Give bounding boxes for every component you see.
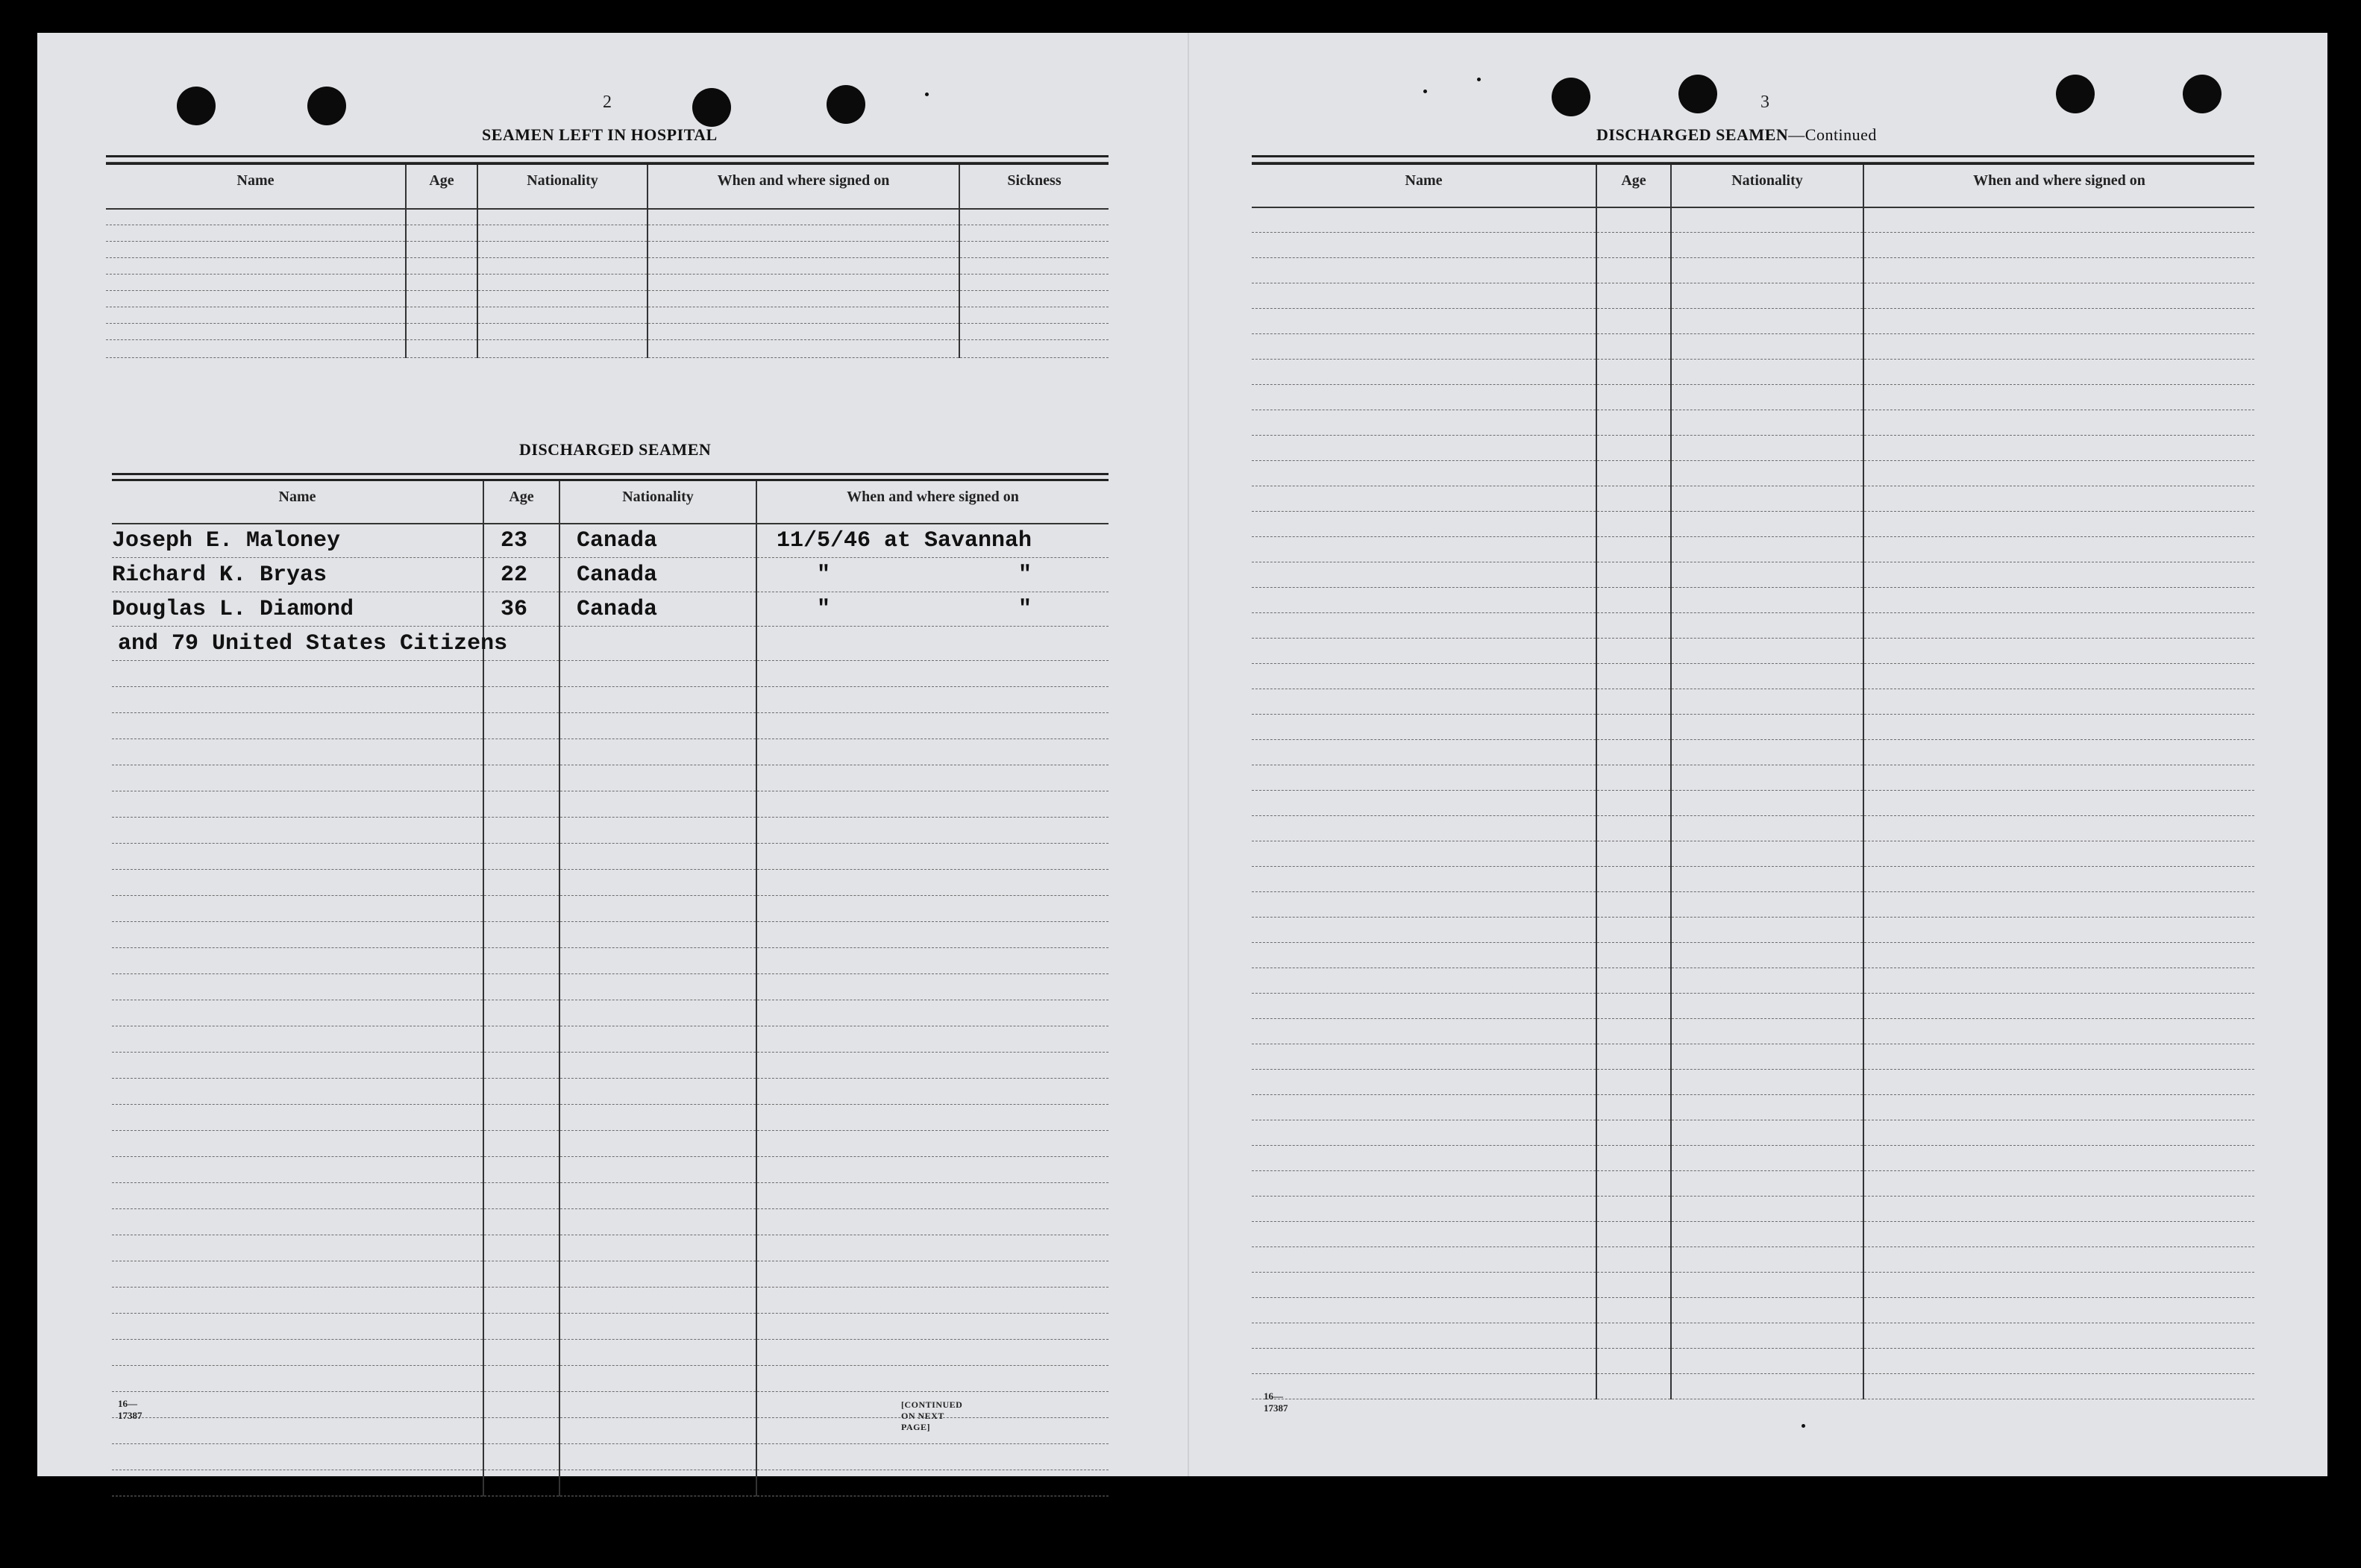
speck	[1423, 90, 1427, 93]
discharged-continued-table	[1252, 163, 2254, 1399]
speck	[1477, 78, 1481, 81]
double-rule	[1252, 155, 2254, 163]
column-header-age: Age	[483, 480, 559, 524]
seaman-nationality: Canada	[559, 592, 756, 627]
table-row	[112, 1314, 1109, 1340]
table-row	[112, 1183, 1109, 1209]
table-row	[1252, 562, 2254, 588]
column-header-name: Name	[112, 480, 483, 524]
table-row	[1252, 613, 2254, 639]
column-header-nationality: Nationality	[1671, 164, 1863, 207]
column-header-age: Age	[406, 164, 477, 209]
seaman-name: Joseph E. Maloney	[112, 524, 483, 558]
table-row	[1252, 841, 2254, 867]
table-row	[112, 1105, 1109, 1131]
column-header-name: Name	[106, 164, 406, 209]
speck	[1802, 1424, 1805, 1428]
table-row	[1252, 1019, 2254, 1044]
seaman-age: 23	[483, 524, 559, 558]
table-row	[1252, 1298, 2254, 1323]
punch-hole	[1552, 78, 1590, 116]
table-row	[112, 1288, 1109, 1314]
table-row	[112, 948, 1109, 974]
punch-hole	[177, 87, 216, 125]
table-row	[112, 818, 1109, 844]
table-row	[1252, 1247, 2254, 1273]
column-header-signed-on: When and where signed on	[648, 164, 959, 209]
form-number: 16—17387	[118, 1398, 142, 1421]
table-row	[1252, 1095, 2254, 1120]
hospital-table	[106, 163, 1109, 358]
seaman-signed-on: 11/5/46 at Savannah	[756, 524, 1109, 558]
table-row	[1252, 512, 2254, 537]
speck	[925, 92, 929, 96]
table-row	[106, 258, 1109, 275]
seaman-nationality: Canada	[559, 524, 756, 558]
table-row	[112, 713, 1109, 739]
table-row	[112, 1026, 1109, 1053]
seaman-nationality	[559, 627, 756, 661]
table-row	[1252, 334, 2254, 360]
table-row	[1252, 207, 2254, 233]
table-row	[1252, 233, 2254, 258]
table-row	[1252, 639, 2254, 664]
table-row	[112, 687, 1109, 713]
table-row	[112, 791, 1109, 818]
discharged-seamen-table	[112, 479, 1109, 1496]
punch-hole	[2056, 75, 2095, 113]
table-row	[1252, 1070, 2254, 1095]
table-row	[106, 209, 1109, 225]
continued-note: [CONTINUED ON NEXT PAGE]	[901, 1399, 963, 1432]
table-row	[1252, 385, 2254, 410]
seaman-age: 36	[483, 592, 559, 627]
table-row	[1252, 537, 2254, 562]
column-header-signed-on: When and where signed on	[1863, 164, 2254, 207]
table-row	[1252, 1120, 2254, 1146]
table-row	[1252, 765, 2254, 791]
table-row	[1252, 283, 2254, 309]
table-row	[112, 765, 1109, 791]
table-row	[112, 1053, 1109, 1079]
page-number: 2	[603, 92, 612, 112]
table-row	[112, 896, 1109, 922]
table-row	[106, 340, 1109, 358]
table-row	[1252, 1171, 2254, 1197]
table-row	[1252, 1349, 2254, 1374]
table-row	[106, 275, 1109, 291]
punch-hole	[827, 85, 865, 124]
form-number: 16—17387	[1264, 1390, 1288, 1414]
punch-hole	[2183, 75, 2222, 113]
table-row	[1252, 1146, 2254, 1171]
table-row	[1252, 258, 2254, 283]
table-row	[1252, 1374, 2254, 1399]
table-row	[1252, 664, 2254, 689]
title-continued: —Continued	[1788, 125, 1877, 144]
discharged-continued-title	[1596, 125, 1877, 145]
seaman-name: Douglas L. Diamond	[112, 592, 483, 627]
table-row	[112, 1340, 1109, 1366]
table-row	[1252, 994, 2254, 1019]
column-header-nationality: Nationality	[559, 480, 756, 524]
table-row	[1252, 1273, 2254, 1298]
table-row	[112, 1261, 1109, 1288]
column-header-signed-on: When and where signed on	[756, 480, 1109, 524]
page-number: 3	[1760, 92, 1769, 112]
table-row	[112, 524, 1109, 558]
table-row	[112, 1157, 1109, 1183]
double-rule	[106, 155, 1109, 163]
table-row	[112, 1209, 1109, 1235]
table-row	[106, 242, 1109, 258]
table-row	[106, 307, 1109, 324]
table-row	[1252, 943, 2254, 968]
column-header-age: Age	[1596, 164, 1671, 207]
table-row	[1252, 1323, 2254, 1349]
table-row	[112, 592, 1109, 627]
hospital-section-title: SEAMEN LEFT IN HOSPITAL	[482, 125, 718, 144]
table-row	[1252, 892, 2254, 918]
table-row	[112, 844, 1109, 870]
seaman-signed-on: " "	[756, 558, 1109, 592]
table-row	[1252, 309, 2254, 334]
table-row	[106, 324, 1109, 340]
table-row	[1252, 816, 2254, 841]
punch-hole	[692, 88, 731, 127]
seaman-signed-on	[756, 627, 1109, 661]
table-row	[112, 661, 1109, 687]
table-row	[106, 291, 1109, 307]
table-row	[1252, 461, 2254, 486]
seaman-nationality: Canada	[559, 558, 756, 592]
table-row	[1252, 360, 2254, 385]
table-row	[112, 1235, 1109, 1261]
table-row	[112, 1079, 1109, 1105]
table-row	[1252, 740, 2254, 765]
table-row	[1252, 436, 2254, 461]
table-row	[112, 922, 1109, 948]
table-row	[112, 974, 1109, 1000]
column-header-sickness: Sickness	[959, 164, 1109, 209]
column-header-name: Name	[1252, 164, 1596, 207]
table-row	[1252, 918, 2254, 943]
table-row	[1252, 1222, 2254, 1247]
table-row	[112, 558, 1109, 592]
seaman-age: 22	[483, 558, 559, 592]
table-row	[1252, 410, 2254, 436]
table-row	[1252, 486, 2254, 512]
table-row	[106, 225, 1109, 242]
document-sheet	[37, 33, 2327, 1476]
table-row	[112, 870, 1109, 896]
table-row	[112, 1131, 1109, 1157]
seaman-name: Richard K. Bryas	[112, 558, 483, 592]
table-row	[1252, 715, 2254, 740]
title-bold: DISCHARGED SEAMEN	[1596, 125, 1789, 144]
punch-hole	[307, 87, 346, 125]
table-row	[112, 627, 1109, 661]
table-row	[112, 1470, 1109, 1496]
table-row	[112, 739, 1109, 765]
seaman-signed-on: " "	[756, 592, 1109, 627]
table-row	[112, 1000, 1109, 1026]
table-row	[112, 1444, 1109, 1470]
table-row	[1252, 689, 2254, 715]
table-row	[112, 1366, 1109, 1392]
seaman-name: and 79 United States Citizens	[112, 627, 483, 661]
table-row	[1252, 968, 2254, 994]
punch-hole	[1678, 75, 1717, 113]
discharged-section-title: DISCHARGED SEAMEN	[519, 440, 712, 459]
table-row	[1252, 1044, 2254, 1070]
table-row	[1252, 791, 2254, 816]
column-header-nationality: Nationality	[477, 164, 648, 209]
page-fold	[1188, 33, 1189, 1476]
table-row	[1252, 588, 2254, 613]
table-row	[1252, 867, 2254, 892]
table-row	[1252, 1197, 2254, 1222]
